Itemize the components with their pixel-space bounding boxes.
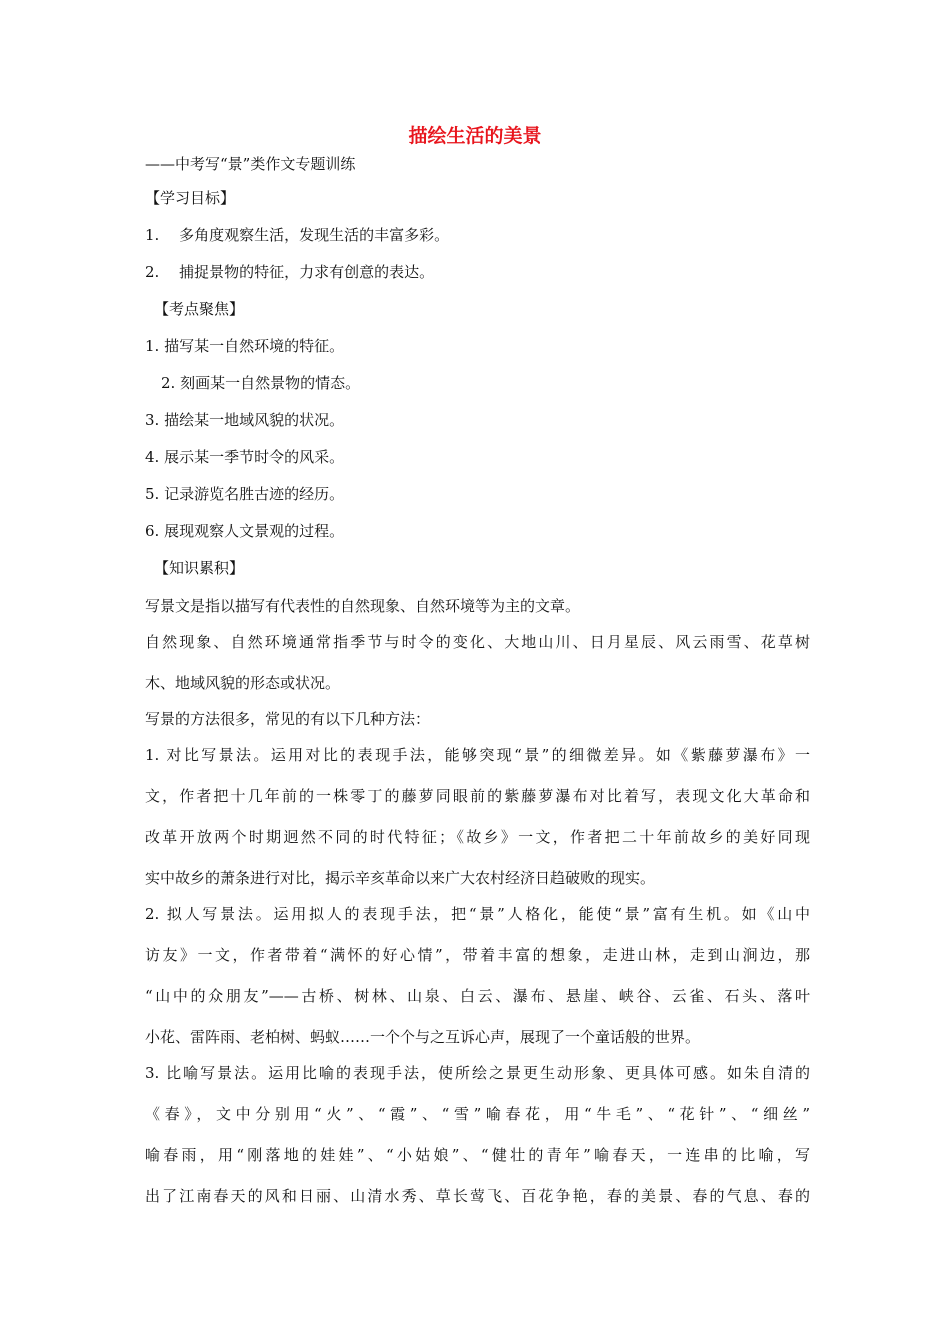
body-line: 小花、雷阵雨、老柏树、蚂蚁……一个个与之互诉心声，展现了一个童话般的世界。 [145, 1028, 701, 1046]
heading-knowledge: 【知识累积】 [154, 559, 245, 577]
focus-item-2: 2. 刻画某一自然景物的情态。 [161, 374, 361, 392]
document-title: 描绘生活的美景 [408, 125, 542, 147]
body-line: 写景文是指以描写有代表性的自然现象、自然环境等为主的文章。 [145, 597, 581, 615]
body-line: 2. 拟人写景法。运用拟人的表现手法，把“景”人格化，能使“景”富有生机。如《山中 [145, 905, 810, 923]
focus-item-6: 6. 展现观察人文景观的过程。 [145, 522, 345, 540]
body-line: “山中的众朋友”——古桥、树林、山泉、白云、瀑布、悬崖、峡谷、云雀、石头、落叶 [145, 987, 810, 1005]
body-line: 木、地域风貌的形态或状况。 [145, 674, 341, 692]
focus-item-1: 1. 描写某一自然环境的特征。 [145, 337, 345, 355]
body-line: 改革开放两个时期迥然不同的时代特征；《故乡》一文，作者把二十年前故乡的美好同现 [145, 828, 810, 846]
body-line: 出了江南春天的风和日丽、山清水秀、草长莺飞、百花争艳，春的美景、春的气息、春的 [145, 1187, 810, 1205]
body-line: 访友》一文，作者带着“满怀的好心情”，带着丰富的想象，走进山林，走到山涧边，那 [145, 946, 810, 964]
body-line: 自然现象、自然环境通常指季节与时令的变化、大地山川、日月星辰、风云雨雪、花草树 [145, 633, 810, 651]
body-line: 写景的方法很多，常见的有以下几种方法： [145, 710, 431, 728]
document-subtitle: ——中考写“景”类作文专题训练 [145, 155, 356, 173]
body-line: 《春》，文中分别用“火”、“霞”、“雪”喻春花，用“牛毛”、“花针”、“细丝” [145, 1105, 810, 1123]
heading-learning-goals: 【学习目标】 [145, 189, 236, 207]
body-line: 文，作者把十几年前的一株零丁的藤萝同眼前的紫藤萝瀑布对比着写，表现文化大革命和 [145, 787, 810, 805]
body-line: 实中故乡的萧条进行对比，揭示辛亥革命以来广大农村经济日趋破败的现实。 [145, 869, 656, 887]
focus-item-3: 3. 描绘某一地域风貌的状况。 [145, 411, 345, 429]
body-line: 喻春雨，用“刚落地的娃娃”、“小姑娘”、“健壮的青年”喻春天，一连串的比喻，写 [145, 1146, 810, 1164]
goal-item-1: 1. 多角度观察生活，发现生活的丰富多彩。 [145, 226, 450, 244]
focus-item-5: 5. 记录游览名胜古迹的经历。 [145, 485, 345, 503]
focus-item-4: 4. 展示某一季节时令的风采。 [145, 448, 345, 466]
heading-exam-focus: 【考点聚焦】 [154, 300, 245, 318]
body-line: 1. 对比写景法。运用对比的表现手法，能够突现“景”的细微差异。如《紫藤萝瀑布》一 [145, 746, 810, 764]
body-line: 3. 比喻写景法。运用比喻的表现手法，使所绘之景更生动形象、更具体可感。如朱自清的 [145, 1064, 810, 1082]
goal-item-2: 2. 捕捉景物的特征，力求有创意的表达。 [145, 263, 435, 281]
